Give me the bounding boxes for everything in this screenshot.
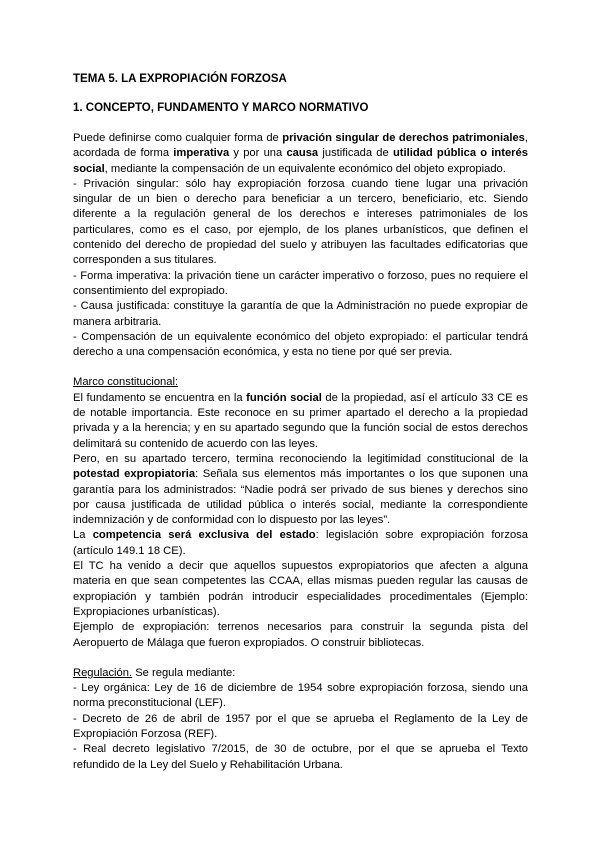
regulacion-item: - Real decreto legislativo 7/2015, de 30 de octubre, por el que se aprueba el Texto refundido de la Ley del Suelo y Rehabilitación Urbana. <box>73 743 528 771</box>
text-run: : Señala sus elementos más importantes o los que suponen una garantía para los administrados: “Nadie podrá ser privado de sus bienes y derechos sino por causa justificada de utilidad pública o interés social, mediante la correspondiente indemnización y de conformidad con lo dispuesto por las leyes”. <box>73 468 528 527</box>
intro-run-bold: privación singular de derechos patrimoniales <box>282 132 525 144</box>
intro-run: Puede definirse como cualquier forma de <box>73 132 283 144</box>
text-run: : legislación sobre expropiación forzosa (artículo 149.1 18 CE). <box>73 529 529 557</box>
intro-paragraph <box>73 131 528 177</box>
intro-run-bold: utilidad pública o interés social <box>73 147 528 175</box>
bullet-paragraph: - Causa justificada: constituye la garantía de que la Administración no puede expropiar de manera arbitraria. <box>73 300 528 328</box>
text-run: El fundamento se encuentra en la <box>73 391 247 404</box>
text-run-bold: competencia será exclusiva del estado <box>92 529 316 542</box>
document-page <box>73 72 528 773</box>
regulacion-intro <box>73 666 528 681</box>
marco-paragraph <box>73 452 528 528</box>
text-run-bold: función social <box>246 391 322 404</box>
regulacion-item: - Decreto de 26 de abril de 1957 por el que se aprueba el Reglamento de la Ley de Expropiación Forzosa (REF). <box>73 712 528 740</box>
intro-run: , mediante la compensación de un equivalente económico del objeto expropiado. <box>104 162 506 175</box>
bullet-paragraph: - Compensación de un equivalente económico del objeto expropiado: el particular tendrá derecho a una compensación económica, y esta no tiene por qué ser previa. <box>73 330 528 359</box>
intro-run: y por una <box>229 147 287 160</box>
intro-run: justificada de <box>318 147 393 160</box>
intro-run-bold: imperativa <box>173 147 230 160</box>
text-run-bold: potestad expropiatoria <box>73 468 196 481</box>
section-heading: 1. CONCEPTO, FUNDAMENTO Y MARCO NORMATIVO <box>73 102 369 114</box>
bullet-paragraph: - Forma imperativa: la privación tiene un carácter imperativo o forzoso, pues no requiere el consentimiento del expropiado. <box>73 269 528 297</box>
marco-heading: Marco constitucional: <box>73 376 179 389</box>
bullet-paragraph: - Privación singular: sólo hay expropiación forzosa cuando tiene lugar una privación singular de un bien o derecho para beneficiar a un tercero, beneficiario, etc. Siendo diferente a la regulación general de los derechos e intereses patrimoniales de los particulares, como es el caso, por ejemplo, de los planes urbanísticos, que definen el contenido del derecho de propiedad del suelo y atribuyen las facultades edificatorias que corresponden a sus titulares. <box>73 177 528 267</box>
regulacion-item: - Ley orgánica: Ley de 16 de diciembre de 1954 sobre expropiación forzosa, siendo una norma preconstitucional (LEF). <box>73 682 528 710</box>
marco-paragraph <box>73 528 528 559</box>
regulacion-heading: Regulación. <box>73 666 133 679</box>
text-run: de la propiedad, así el artículo 33 CE es de notable importancia. Este reconoce en su primer apartado el derecho a la propiedad privada y a la herencia; y en su apartado segundo que la función social de estos derechos delimitará su contenido de acuerdo con las leyes. <box>73 391 528 450</box>
text-run: Pero, en su apartado tercero, termina reconociendo la legitimidad constitucional de la <box>73 452 528 465</box>
document-title: TEMA 5. LA EXPROPIACIÓN FORZOSA <box>73 73 287 85</box>
marco-paragraph: Ejemplo de expropiación: terrenos necesarios para construir la segunda pista del Aeropuerto de Málaga que fueron expropiados. O construir bibliotecas. <box>73 621 528 649</box>
marco-paragraph <box>73 391 528 452</box>
intro-run-bold: causa <box>286 147 319 160</box>
regulacion-rest: Se regula mediante: <box>132 666 236 679</box>
intro-run: , acordada de forma <box>73 132 528 160</box>
marco-paragraph: El TC ha venido a decir que aquellos supuestos expropiatorios que afecten a alguna materia en que sean competentes las CCAA, ellas mismas pueden regular las causas de expropiación y también podrán introducir especialidades procedimentales (Ejemplo: Expropiaciones urbanísticas). <box>73 560 528 618</box>
text-run: La <box>73 529 93 542</box>
